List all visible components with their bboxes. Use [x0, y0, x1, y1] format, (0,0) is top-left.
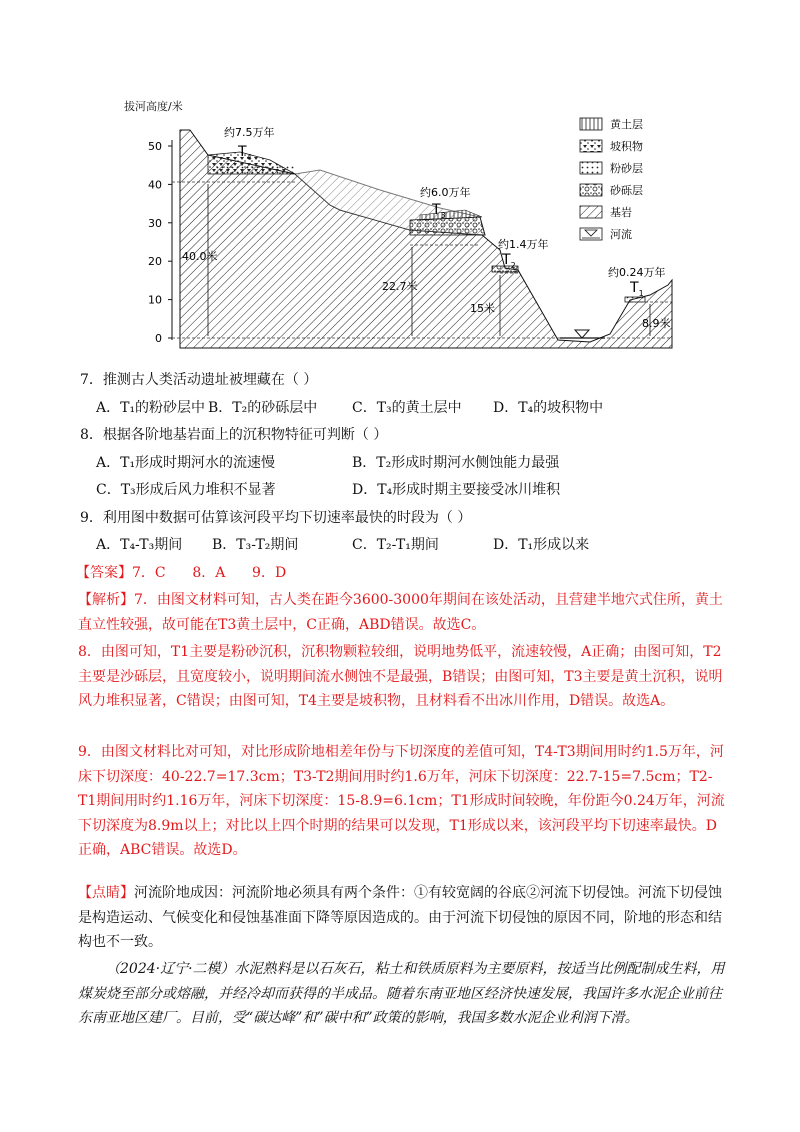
analysis-q9: 9．由图文材料比对可知，对比形成阶地相差年份与下切深度的差值可知，T4-T3期间用时约1.5万年，河床下切深度：40-22.7=17.3cm；T3-T2期间用时约1.6万年，河床下切深度：22.7-15=7.5cm；T2-T1期间用时约1.16万年，河床下切深度：15-8.9=6.1cm；T1形成时间较晚，年份距今0.24万年，河流下切深度为8.9m以上；对比以上四个时期的结果可以发现，T1形成以来，该河段平均下切速率最快。D正确，ABC错误。故选D。	[78, 744, 725, 858]
material-paragraph: （2024·辽宁·二模）水泥熟料是以石灰石，粘土和铁质原料为主要原料，按适当比例配制成生料，用煤炭烧至部分或熔融，并经冷却而获得的半成品。随着东南亚地区经济快速发展，我国许多水泥企业前往东南亚地区建厂。目前，受“碳达峰”和”碳中和”政策的影响，我国多数水泥企业利润下滑。	[78, 961, 725, 1026]
t4-label: $T_4$	[238, 144, 252, 162]
q8-option-a: A．T₁形成时期河水的流速慢	[96, 455, 276, 471]
analysis-tag: 【解析】	[78, 592, 134, 608]
legend-silt: 粉砂层	[610, 162, 643, 175]
y-axis-title: 拔河高度/米	[124, 100, 183, 113]
q7-option-a: A．T₁的粉砂层中	[96, 400, 206, 416]
river-symbol	[575, 330, 589, 338]
answer-tag: 【答案】	[76, 565, 132, 581]
t1-height-label: 8.9米	[642, 317, 671, 330]
tip-text: 河流阶地成因：河流阶地必须具有两个条件：①有较宽阔的谷底②河流下切侵蚀。河流下切侵蚀是构造运动、气候变化和侵蚀基准面下降等原因造成的。由于河流下切侵蚀的原因不同，阶地的形态和结构也不一致。	[78, 885, 722, 950]
q7-option-d: D．T₄的坡积物中	[493, 400, 604, 416]
analysis-q7-text: 7．由图文材料可知，古人类在距今3600-3000年期间在该处活动，且营建半地穴式住所，黄土直立性较强，故可能在T3黄土层中，C正确，ABD错误。故选C。	[78, 592, 723, 633]
answer-text: 7．C 8．A 9．D	[132, 565, 287, 581]
analysis-q7	[78, 588, 728, 637]
y-tick-label: 10	[148, 293, 162, 307]
q7-option-b: B．T₂的砂砾层中	[208, 400, 318, 416]
legend-river: 河流	[610, 228, 632, 241]
y-tick-label: 20	[148, 255, 162, 269]
q9-stem: 9．利用图中数据可估算该河段平均下切速率最快的时段为（ ）	[80, 510, 472, 526]
q9-option-a: A．T₄-T₃期间	[96, 537, 183, 553]
t1-label: $T_1$	[630, 280, 644, 298]
t2-height-label: 15米	[470, 302, 495, 315]
y-tick-label: 40	[148, 178, 162, 192]
t4-age: 约7.5万年	[224, 126, 275, 139]
legend-bedrock: 基岩	[610, 206, 632, 219]
t3-age: 约6.0万年	[420, 186, 471, 199]
legend	[580, 117, 643, 241]
t3-height-label: 22.7米	[382, 280, 418, 293]
legend-colluvium: 坡积物	[610, 140, 643, 153]
legend-loess: 黄土层	[610, 118, 643, 131]
q7-option-c: C．T₃的黄土层中	[352, 400, 462, 416]
q7-stem: 7．推测古人类活动遗址被埋藏在（ ）	[80, 372, 318, 388]
terrace-profile-diagram	[120, 90, 680, 370]
q8-option-c: C．T₃形成后风力堆积不显著	[96, 482, 276, 498]
q9-option-c: C．T₂-T₁期间	[352, 537, 439, 553]
t4-height-label: 40.0米	[182, 250, 218, 263]
tip-paragraph	[78, 881, 728, 955]
legend-gravel: 砂砾层	[610, 184, 643, 197]
y-tick-label: 50	[148, 140, 162, 153]
t3-label: $T_3$	[432, 202, 446, 220]
t1-age: 约0.24万年	[608, 266, 666, 279]
analysis-q8: 8．由图可知，T1主要是粉砂沉积，沉积物颗粒较细，说明地势低平，流速较慢，A正确；由图可知，T2主要是沙砾层，且宽度较小，说明期间流水侧蚀不是最强，B错误；由图可知，T3主要是黄土沉积，说明风力堆积显著，C错误；由图可知，T4主要是坡积物，且材料看不出冰川作用，D错误。故选A。	[78, 644, 723, 709]
t2-label: $T_2$	[502, 252, 516, 270]
q8-stem: 8．根据各阶地基岩面上的沉积物特征可判断（ ）	[80, 427, 388, 443]
t2-age: 约1.4万年	[498, 238, 549, 251]
q9-option-b: B．T₃-T₂期间	[212, 537, 299, 553]
y-ticks	[148, 140, 172, 345]
q8-option-b: B．T₂形成时期河水侧蚀能力最强	[352, 455, 560, 471]
y-tick-label: 30	[148, 216, 162, 230]
q8-option-d: D．T₄形成时期主要接受冰川堆积	[352, 482, 561, 498]
terrace-figure	[120, 90, 680, 370]
answer-line	[76, 562, 286, 584]
y-tick-label: 0	[155, 332, 162, 345]
tip-tag: 【点睛】	[78, 885, 134, 901]
q9-option-d: D．T₁形成以来	[493, 537, 590, 553]
